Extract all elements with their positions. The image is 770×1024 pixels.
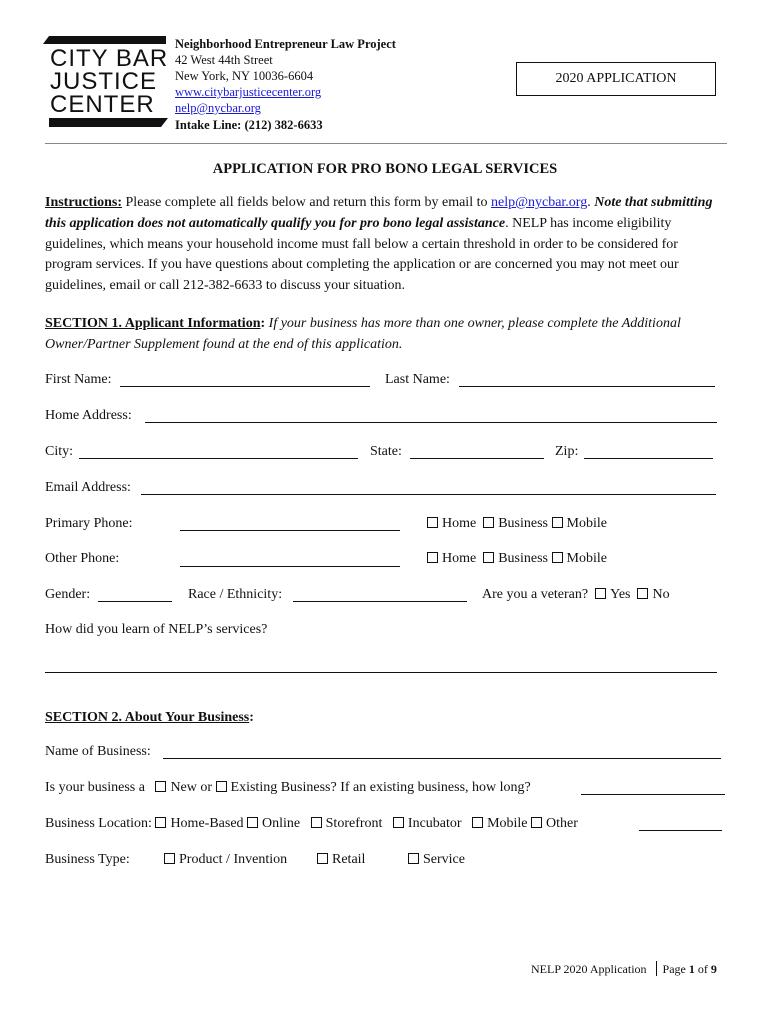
other-phone-home-checkbox[interactable] [427,552,438,563]
org-name: Neighborhood Entrepreneur Law Project [175,37,396,51]
type-product [164,852,287,868]
instructions-text-1: Please complete all fields below and return this form by email to [122,195,491,210]
veteran-no-checkbox[interactable] [637,588,648,599]
footer-page-label: Page [662,962,686,976]
business-location-label: Business Location: [45,816,152,831]
city-address: New York, NY 10036-6604 [175,69,314,83]
instructions-text-3: . NELP has income eligibility guidelines, which means your household income must fall below a certain threshold in order to be considered for program services. If you have questions about completing the application or are concerned you may not meet our guidelines, email or call 212-382-6633 to discuss your situation. [45,215,679,294]
new-business-checkbox[interactable] [155,781,166,792]
location-other-checkbox[interactable] [531,817,542,828]
existing-business-label: Existing Business? If an existing business, how long? [230,780,531,795]
section1-colon: : [260,316,266,331]
existing-business-checkbox[interactable] [216,781,227,792]
primary-phone-field[interactable] [180,530,400,531]
last-name-field[interactable] [459,386,715,387]
option-label: Product / Invention [179,852,288,867]
option-label: Incubator [407,816,462,831]
section2-colon: : [249,710,254,725]
home-address-field[interactable] [145,422,717,423]
website-link[interactable]: www.citybarjusticecenter.org [175,85,322,99]
type-service [408,852,465,868]
option-label: Storefront [325,816,383,831]
state-label: State: [370,444,402,459]
primary-phone-options [427,516,607,532]
business-name-field[interactable] [163,758,721,759]
first-name-field[interactable] [120,386,370,387]
option-label: Other [546,816,578,831]
email-field[interactable] [141,494,716,495]
location-other-field[interactable] [639,830,722,831]
option-label: Home-Based [170,816,244,831]
footer-title: NELP 2020 Application [531,962,647,976]
other-phone-business-checkbox[interactable] [483,552,494,563]
learn-label: How did you learn of NELP’s services? [45,622,268,637]
first-name-label: First Name: [45,372,112,387]
option-label: Home [442,551,477,566]
business-location-row [45,816,578,832]
business-status-row [45,780,531,796]
intake-line: Intake Line: (212) 382-6633 [175,118,323,132]
logo-line-2: JUSTICE [50,68,158,95]
learn-field[interactable] [45,672,717,673]
footer-of: of [697,962,708,976]
other-phone-label: Other Phone: [45,551,120,566]
veteran-label: Are you a veteran? [482,587,589,602]
zip-field[interactable] [584,458,713,459]
city-field[interactable] [79,458,358,459]
primary-phone-mobile-checkbox[interactable] [552,517,563,528]
option-label: No [652,587,670,602]
option-label: New or [170,780,213,795]
instructions-text-2: . [587,195,595,210]
instructions-email-link[interactable]: nelp@nycbar.org [490,195,588,210]
location-home-checkbox[interactable] [155,817,166,828]
section2-heading-block [45,710,254,726]
logo-bar-top [49,36,166,44]
option-label: Home [442,516,477,531]
email-label: Email Address: [45,480,131,495]
option-label: Yes [610,587,631,602]
type-retail [317,852,365,868]
location-incubator-checkbox[interactable] [393,817,404,828]
section1-heading: SECTION 1. Applicant Information [45,316,261,331]
footer-page-total: 9 [710,962,717,976]
footer-page-number: 1 [688,962,695,976]
business-type-label: Business Type: [45,852,130,867]
application-year-box: 2020 APPLICATION [516,62,716,96]
section1-note: If your business has more than one owner, please complete the Additional Owner/Partner Supplement found at the end of this application. [45,316,681,352]
section1-heading-block [45,314,725,356]
option-label: Online [262,816,301,831]
section2-heading: SECTION 2. About Your Business [45,710,250,725]
business-name-label: Name of Business: [45,744,151,759]
option-label: Retail [332,852,366,867]
home-address-label: Home Address: [45,408,132,423]
option-label: Mobile [487,816,528,831]
option-label: Business [498,516,549,531]
page-title: APPLICATION FOR PRO BONO LEGAL SERVICES [212,161,558,177]
last-name-label: Last Name: [385,372,450,387]
type-product-checkbox[interactable] [164,853,175,864]
email-link[interactable]: nelp@nycbar.org [175,101,261,115]
race-field[interactable] [293,601,467,602]
header-divider [45,143,727,144]
type-retail-checkbox[interactable] [317,853,328,864]
gender-field[interactable] [98,601,172,602]
footer-divider [656,961,657,976]
street-address: 42 West 44th Street [175,53,273,67]
instructions-paragraph [45,193,725,297]
race-label: Race / Ethnicity: [188,587,283,602]
option-label: Business [498,551,549,566]
veteran-yes-checkbox[interactable] [595,588,606,599]
zip-label: Zip: [555,444,579,459]
option-label: Service [423,852,465,867]
location-storefront-checkbox[interactable] [311,817,322,828]
location-online-checkbox[interactable] [247,817,258,828]
primary-phone-home-checkbox[interactable] [427,517,438,528]
primary-phone-label: Primary Phone: [45,516,133,531]
gender-label: Gender: [45,587,91,602]
business-status-label: Is your business a [45,780,145,795]
city-label: City: [45,444,74,459]
location-mobile-checkbox[interactable] [472,817,483,828]
veteran-question [482,587,670,603]
page-footer [531,961,717,977]
logo-line-3: CENTER [50,91,155,118]
option-label: Mobile [566,551,607,566]
type-service-checkbox[interactable] [408,853,419,864]
other-phone-field[interactable] [180,566,400,567]
instructions-label: Instructions: [45,195,123,210]
option-label: Mobile [566,516,607,531]
state-field[interactable] [410,458,544,459]
instructions-note: Note that submitting this application does not automatically qualify you for pro bono legal assistance [45,195,713,231]
other-phone-options [427,551,607,567]
primary-phone-business-checkbox[interactable] [483,517,494,528]
logo-bar-bottom [49,118,161,127]
other-phone-mobile-checkbox[interactable] [552,552,563,563]
logo-line-1: CITY BAR [50,45,169,72]
business-duration-field[interactable] [581,794,725,795]
